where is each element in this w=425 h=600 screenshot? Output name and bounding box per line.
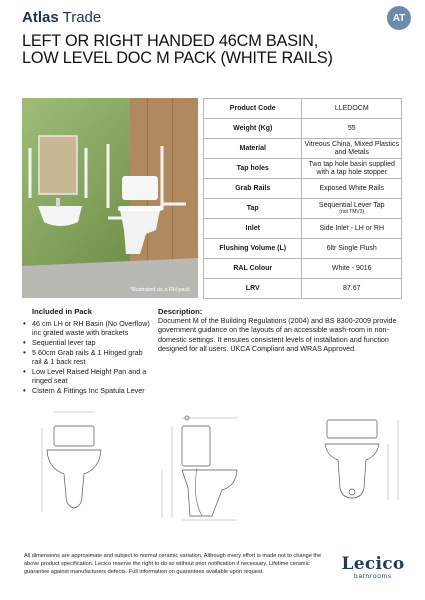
lecico-wordmark: Lecico (341, 554, 405, 574)
spec-row (204, 279, 402, 299)
spec-value (302, 179, 402, 199)
spec-value-text: White - 9016 (331, 264, 372, 272)
description-section (158, 307, 408, 353)
product-photo (22, 98, 198, 298)
spec-label: Material (204, 139, 302, 159)
spec-label: Flushing Volume (L) (204, 239, 302, 259)
spec-label: Weight (Kg) (204, 119, 302, 139)
brand-light: Trade (62, 9, 102, 26)
spec-label: Inlet (204, 219, 302, 239)
front-view-drawing (42, 412, 101, 512)
spec-label: RAL Colour (204, 259, 302, 279)
footer-disclaimer: All dimensions are approximate and subject to normal ceramic variation. Although every effort is made not to change the above product specification, Lecico reserve the right to do so without prior notification if necessary. Lifetime ceramic guarantee against manufacturers defects. Full information on guarantees available upon request. (24, 553, 322, 575)
spec-value (302, 219, 402, 239)
spec-value (302, 199, 402, 219)
spec-label: Grab Rails (204, 179, 302, 199)
brand-logo: AT (387, 6, 411, 30)
spec-row (204, 179, 402, 199)
rear-view-drawing (325, 420, 398, 500)
spec-row (204, 99, 402, 119)
spec-value (302, 99, 402, 119)
spec-value-text: Side Inlet - LH or RH (319, 224, 385, 232)
included-section (22, 307, 152, 395)
included-item: • Low Level Raised Height Pan and a ringed seat (22, 367, 152, 386)
spec-value-text: Sequential Lever Tap (318, 201, 385, 209)
brand-bold: Atlas (22, 9, 59, 26)
description-text: Document M of the Building Regulations (2004) and BS 8300-2009 provide government guidance on the layouts of an accessible wash-room in non-domestic settings. It ensures consistent levels of installation and function designed for all users. UKCA Compliant and WRAS Approved. (158, 316, 397, 353)
spec-value-text: 6ltr Single Flush (326, 244, 377, 252)
spec-note: (not TMV3) (339, 209, 365, 216)
description-heading: Description: (158, 307, 203, 316)
spec-value (302, 139, 402, 159)
spec-value (302, 239, 402, 259)
spec-label: Tap holes (204, 159, 302, 179)
spec-value-text: Exposed White Rails (319, 184, 385, 192)
spec-row (204, 119, 402, 139)
spec-row (204, 199, 402, 219)
spec-value (302, 159, 402, 179)
spec-row (204, 239, 402, 259)
spec-label: Product Code (204, 99, 302, 119)
spec-value-text: 87.67 (342, 284, 361, 292)
spec-table (203, 98, 402, 299)
spec-row (204, 219, 402, 239)
included-item: • Sequential lever tap (22, 338, 152, 347)
spec-row (204, 159, 402, 179)
spec-value (302, 259, 402, 279)
included-item: • 46 cm LH or RH Basin (No Overflow) inc grated waste with brackets (22, 319, 152, 338)
title-line-2: LOW LEVEL DOC M PACK (WHITE RAILS) (22, 49, 333, 67)
spec-value (302, 279, 402, 299)
spec-value-text: LLEDOCM (334, 104, 369, 112)
bathroom-illustration (22, 98, 198, 298)
spec-value (302, 119, 402, 139)
brand-name (22, 9, 101, 26)
spec-value-text: Two tap hole basin supplied with a tap hole stopper (308, 161, 395, 176)
included-list (22, 319, 152, 395)
photo-caption: *Illustrated as a RH pack (129, 287, 190, 293)
lecico-subtitle: bathrooms (354, 573, 392, 580)
included-item: • Cistern & Fittings Inc Spatula Lever (22, 386, 152, 395)
lecico-logo (338, 555, 408, 580)
spec-value-text: 55 (347, 124, 356, 132)
spec-label: LRV (204, 279, 302, 299)
spec-row (204, 259, 402, 279)
technical-drawings (22, 408, 412, 548)
spec-value-text: Vitreous China, Mixed Plastics and Metals (304, 141, 399, 156)
title-line-1: LEFT OR RIGHT HANDED 46CM BASIN, (22, 32, 319, 50)
technical-drawings-svg (22, 408, 412, 548)
side-view-drawing (162, 416, 237, 520)
page-title (22, 33, 412, 67)
included-heading: Included in Pack (32, 307, 92, 316)
spec-label: Tap (204, 199, 302, 219)
spec-row (204, 139, 402, 159)
included-item: • 5 60cm Grab rails & 1 Hinged grab rail & 1 back rest (22, 348, 152, 367)
